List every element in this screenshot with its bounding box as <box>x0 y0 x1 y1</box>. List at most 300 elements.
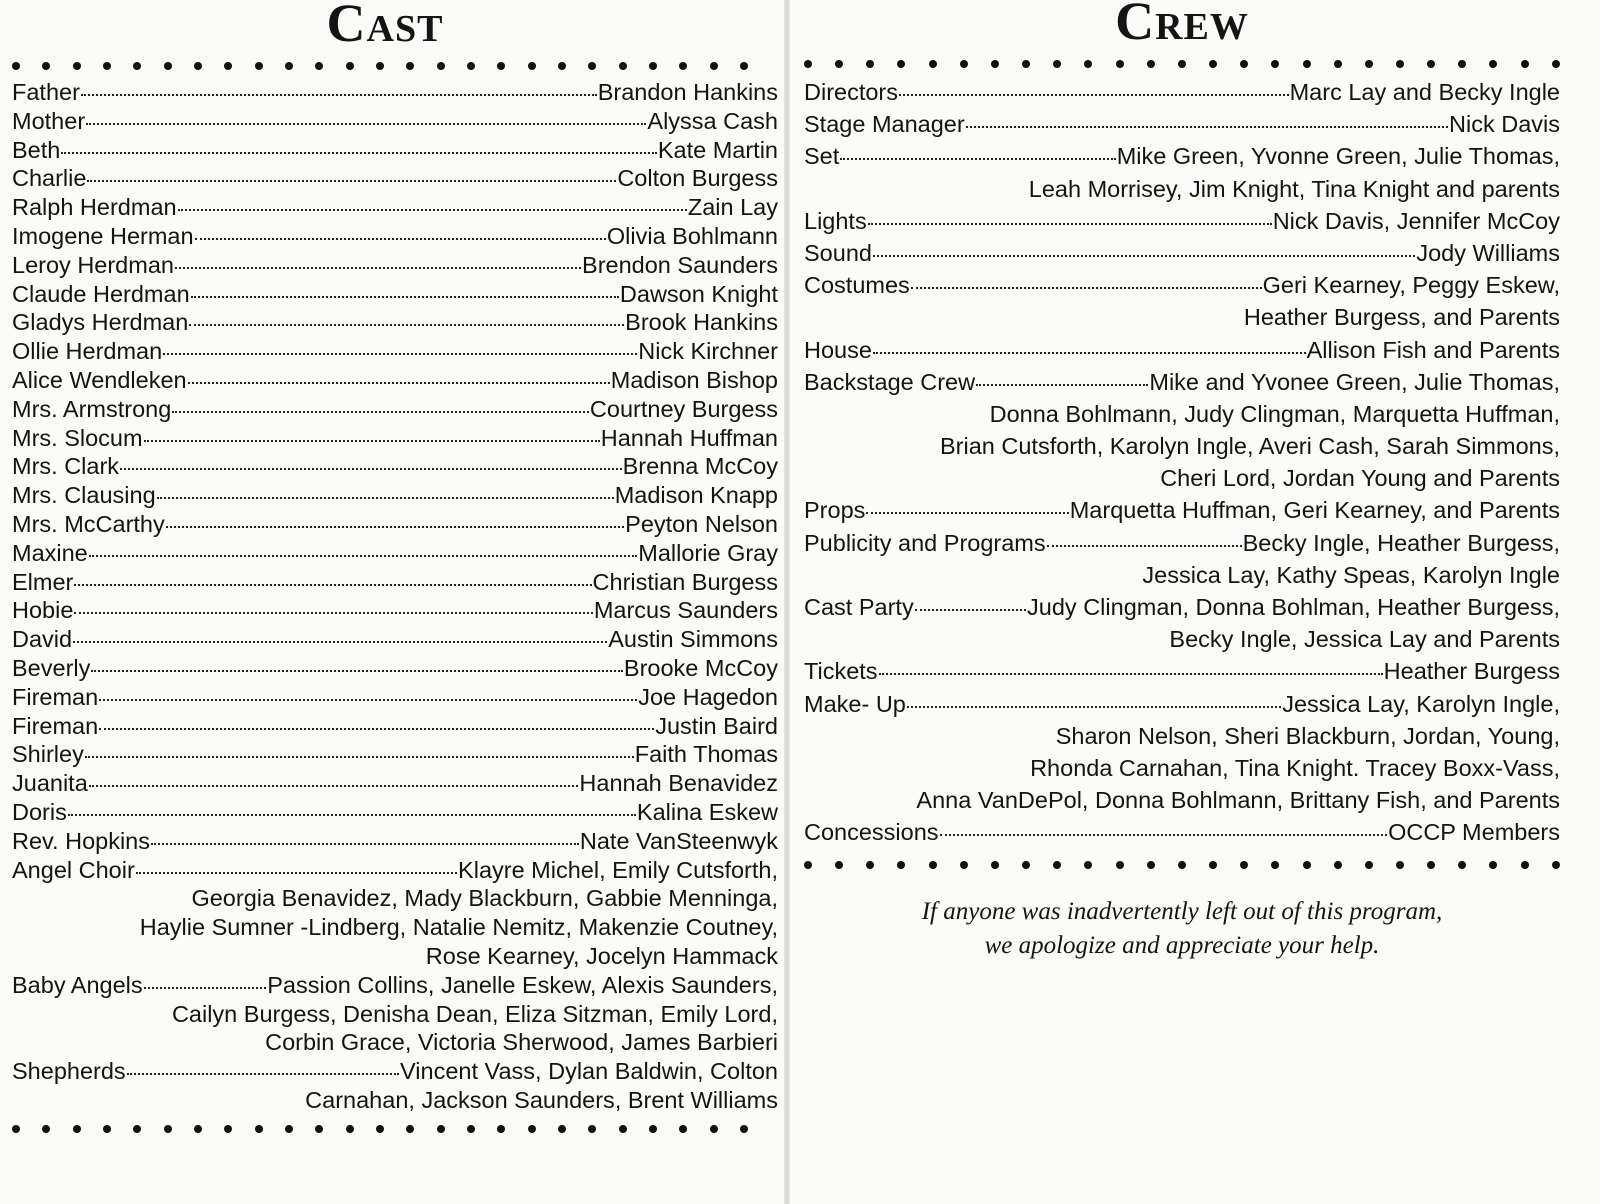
divider-dot <box>1209 861 1217 869</box>
role-label: Shirley <box>12 741 84 768</box>
dot-leader <box>172 410 589 413</box>
divider-dot <box>42 62 50 70</box>
role-label: Mrs. Armstrong <box>12 395 172 422</box>
names-continuation: Jessica Lay, Kathy Speas, Karolyn Ingle <box>1142 561 1560 588</box>
dot-leader <box>120 467 622 470</box>
cast-heading: Cast <box>326 0 444 53</box>
divider-dot <box>497 1125 505 1133</box>
dot-leader <box>127 1072 399 1075</box>
role-label: Doris <box>12 798 67 825</box>
divider-dot <box>285 1125 293 1133</box>
dot-leader <box>136 871 457 874</box>
divider-dot <box>710 62 718 70</box>
divider-dot <box>346 62 354 70</box>
divider-dot <box>194 62 202 70</box>
names-text: Nick Kirchner <box>638 338 778 365</box>
dot-leader <box>175 266 581 269</box>
credit-line <box>804 591 1560 623</box>
dot-leader <box>91 669 623 672</box>
names-text: Madison Knapp <box>614 482 778 509</box>
divider-dot <box>1489 60 1497 68</box>
divider-dot <box>103 1125 111 1133</box>
credit-line <box>804 688 1560 720</box>
credit-entry <box>804 688 1560 817</box>
divider-dot <box>1084 60 1092 68</box>
names-continuation: Sharon Nelson, Sheri Blackburn, Jordan, Young, <box>1055 722 1560 749</box>
credit-entry <box>804 205 1560 237</box>
role-label: Tickets <box>804 658 878 685</box>
credit-line <box>804 816 1560 848</box>
divider-dot <box>1053 861 1061 869</box>
credit-line <box>12 654 778 683</box>
names-text: Brook Hankins <box>625 309 778 336</box>
credit-entry <box>12 164 778 193</box>
divider-dot <box>1240 861 1248 869</box>
divider-dot <box>73 1125 81 1133</box>
role-label: Fireman <box>12 683 99 710</box>
divider-dot <box>1303 861 1311 869</box>
divider-dot <box>1178 861 1186 869</box>
divider-dot <box>406 62 414 70</box>
divider-dot <box>929 60 937 68</box>
dot-leader <box>74 611 592 614</box>
credit-line <box>12 107 778 136</box>
divider-dot <box>437 62 445 70</box>
names-text: Brendon Saunders <box>582 251 778 278</box>
names-text: Faith Thomas <box>634 741 778 768</box>
names-text: OCCP Members <box>1388 819 1560 846</box>
names-text: Courtney Burgess <box>589 395 778 422</box>
dot-leader <box>940 833 1388 836</box>
credit-entry <box>804 334 1560 366</box>
credit-line <box>12 337 778 366</box>
divider-dot <box>42 1125 50 1133</box>
credit-line <box>12 740 778 769</box>
divider-dot <box>1334 861 1342 869</box>
credit-entry <box>12 481 778 510</box>
note-line: we apologize and appreciate your help. <box>984 931 1380 959</box>
credit-entry <box>12 712 778 741</box>
credit-entry <box>804 591 1560 655</box>
divider-dot <box>558 62 566 70</box>
dot-leader <box>976 383 1148 386</box>
names-text: Klayre Michel, Emily Cutsforth, <box>458 856 778 883</box>
role-label: Ralph Herdman <box>12 194 177 221</box>
divider-dot <box>467 1125 475 1133</box>
names-text: Jody Williams <box>1416 239 1560 266</box>
credit-line <box>804 237 1560 269</box>
divider-dot <box>103 62 111 70</box>
dot-leader <box>81 93 597 96</box>
divider-dot <box>1489 861 1497 869</box>
credit-line <box>12 481 778 510</box>
dot-leader <box>873 254 1415 257</box>
role-label: Mrs. Slocum <box>12 424 143 451</box>
credit-entry <box>12 510 778 539</box>
crew-list <box>804 76 1560 849</box>
credit-line <box>804 655 1560 687</box>
dot-leader <box>86 122 646 125</box>
divider-dot <box>1334 60 1342 68</box>
divider-dot <box>467 62 475 70</box>
credit-line <box>804 527 1560 559</box>
divider-dot <box>1303 60 1311 68</box>
role-label: Mrs. McCarthy <box>12 510 165 537</box>
names-text: Dawson Knight <box>619 280 778 307</box>
dot-leader <box>68 813 636 816</box>
names-text: Hannah Huffman <box>600 424 778 451</box>
divider-dot <box>1427 861 1435 869</box>
dot-leader <box>907 705 1281 708</box>
names-text: Brandon Hankins <box>597 79 778 105</box>
names-text: Kalina Eskew <box>636 798 778 825</box>
dot-leader <box>899 93 1289 96</box>
role-label: Baby Angels <box>12 971 143 998</box>
dot-leader <box>89 554 638 557</box>
credit-entry <box>804 76 1560 108</box>
divider-dot <box>1396 861 1404 869</box>
credit-entry <box>12 222 778 251</box>
names-text: Allison Fish and Parents <box>1306 336 1560 363</box>
dot-leader <box>89 784 579 787</box>
divider-dot <box>679 62 687 70</box>
dot-leader <box>191 295 619 298</box>
names-text: Marc Lay and Becky Ingle <box>1289 79 1560 105</box>
dot-leader <box>163 352 637 355</box>
names-text: Nate VanSteenwyk <box>579 827 778 854</box>
divider-dot <box>1521 861 1529 869</box>
divider-dot <box>12 62 20 70</box>
divider-dot <box>835 60 843 68</box>
credit-line <box>804 76 1560 108</box>
names-continuation: Leah Morrisey, Jim Knight, Tina Knight and parents <box>1028 175 1560 202</box>
credit-entry <box>12 856 778 971</box>
credit-line <box>804 494 1560 526</box>
role-label: Maxine <box>12 539 88 566</box>
dot-leader <box>195 237 606 240</box>
cast-list <box>12 78 778 1115</box>
credit-entry <box>12 424 778 453</box>
dot-leader <box>966 125 1448 128</box>
role-label: Directors <box>804 79 899 105</box>
role-label: Gladys Herdman <box>12 309 189 336</box>
divider-dot <box>1022 861 1030 869</box>
dot-leader <box>189 323 624 326</box>
dot-leader <box>868 222 1272 225</box>
credit-line <box>12 769 778 798</box>
role-label: Ollie Herdman <box>12 338 163 365</box>
names-continuation: Donna Bohlmann, Judy Clingman, Marquetta Huffman, <box>989 400 1560 427</box>
names-text: Joe Hagedon <box>638 683 778 710</box>
divider-dot <box>1427 60 1435 68</box>
divider-dot <box>1365 861 1373 869</box>
divider-dot <box>1147 60 1155 68</box>
credit-entry <box>12 280 778 309</box>
role-label: Elmer <box>12 568 74 595</box>
credit-line <box>804 366 1560 398</box>
credit-line <box>12 1057 778 1086</box>
credit-line <box>12 798 778 827</box>
names-text: Geri Kearney, Peggy Eskew, <box>1262 272 1560 299</box>
dot-leader <box>144 986 267 989</box>
names-continuation: Corbin Grace, Victoria Sherwood, James Barbieri <box>265 1029 778 1056</box>
credit-entry <box>804 108 1560 140</box>
credit-line <box>12 712 778 741</box>
dot-leader <box>151 842 579 845</box>
names-text: Alyssa Cash <box>647 107 778 134</box>
role-label: Beth <box>12 136 61 163</box>
credit-entry <box>12 971 778 1057</box>
dot-leader <box>61 151 656 154</box>
dot-leader <box>866 511 1068 514</box>
dot-leader <box>915 608 1026 611</box>
role-label: Make- Up <box>804 690 906 717</box>
role-label: Juanita <box>12 770 88 797</box>
credit-entry <box>12 193 778 222</box>
dot-leader <box>873 351 1306 354</box>
role-label: Angel Choir <box>12 856 135 883</box>
names-text: Kate Martin <box>657 136 778 163</box>
credit-entry <box>12 568 778 597</box>
names-text: Justin Baird <box>655 712 778 739</box>
divider-dot <box>588 62 596 70</box>
crew-page <box>790 0 1600 1204</box>
names-continuation: Anna VanDePol, Donna Bohlmann, Brittany Fish, and Parents <box>916 787 1560 814</box>
divider-dot <box>285 62 293 70</box>
role-label: Mother <box>12 107 86 134</box>
divider-dot <box>866 861 874 869</box>
divider-dot <box>897 861 905 869</box>
names-continuation: Cheri Lord, Jordan Young and Parents <box>1160 465 1560 492</box>
divider-dot <box>1053 60 1061 68</box>
divider-dot <box>866 60 874 68</box>
role-label: Father <box>12 79 80 105</box>
divider-dot <box>1116 861 1124 869</box>
role-label: House <box>804 336 872 363</box>
dot-leader <box>99 698 637 701</box>
divider-dot <box>73 62 81 70</box>
credit-entry <box>12 366 778 395</box>
divider-dot <box>740 1125 748 1133</box>
divider-dot <box>1178 60 1186 68</box>
credit-line <box>12 395 778 424</box>
role-label: Cast Party <box>804 594 914 620</box>
credit-line <box>12 827 778 856</box>
divider-dot <box>619 62 627 70</box>
divider-dot <box>1365 60 1373 68</box>
role-label: Lights <box>804 207 867 234</box>
credit-entry <box>12 337 778 366</box>
credit-entry <box>12 596 778 625</box>
credit-entry <box>12 251 778 280</box>
dot-divider-top <box>804 52 1560 76</box>
divider-dot <box>315 62 323 70</box>
role-label: Leroy Herdman <box>12 251 174 278</box>
dot-leader <box>879 672 1383 675</box>
divider-dot <box>804 861 812 869</box>
divider-dot <box>1396 60 1404 68</box>
credit-line <box>12 193 778 222</box>
role-label: Charlie <box>12 165 87 192</box>
credit-entry <box>12 740 778 769</box>
divider-dot <box>164 1125 172 1133</box>
names-text: Marcus Saunders <box>593 597 778 624</box>
divider-dot <box>376 1125 384 1133</box>
names-continuation: Brian Cutsforth, Karolyn Ingle, Averi Cash, Sarah Simmons, <box>940 433 1560 460</box>
divider-dot <box>194 1125 202 1133</box>
credit-line <box>12 510 778 539</box>
names-text: Christian Burgess <box>592 568 778 595</box>
names-text: Mike Green, Yvonne Green, Julie Thomas, <box>1116 143 1560 170</box>
role-label: Concessions <box>804 819 939 846</box>
credit-line <box>12 164 778 193</box>
note-line: If anyone was inadvertently left out of this program, <box>921 897 1443 925</box>
divider-dot <box>12 1125 20 1133</box>
divider-dot <box>1458 861 1466 869</box>
credit-line <box>12 568 778 597</box>
divider-dot <box>1209 60 1217 68</box>
divider-dot <box>960 60 968 68</box>
role-label: Mrs. Clark <box>12 453 120 480</box>
names-text: Madison Bishop <box>610 366 778 393</box>
credit-entry <box>804 816 1560 848</box>
credit-entry <box>12 1057 778 1115</box>
divider-dot <box>991 861 999 869</box>
credit-line <box>12 539 778 568</box>
role-label: Props <box>804 497 866 524</box>
divider-dot <box>1552 861 1560 869</box>
divider-dot <box>710 1125 718 1133</box>
credit-line <box>804 269 1560 301</box>
credit-entry <box>12 769 778 798</box>
names-text: Olivia Bohlmann <box>606 222 778 249</box>
role-label: Stage Manager <box>804 111 965 138</box>
names-continuation: Cailyn Burgess, Denisha Dean, Eliza Sitzman, Emily Lord, <box>171 1000 778 1027</box>
credit-line <box>804 140 1560 172</box>
credit-line <box>12 251 778 280</box>
role-label: Beverly <box>12 654 91 681</box>
names-text: Becky Ingle, Heather Burgess, <box>1242 529 1560 556</box>
names-text: Brooke McCoy <box>623 654 778 681</box>
credit-line <box>12 971 778 1000</box>
divider-dot <box>437 1125 445 1133</box>
credit-line <box>12 596 778 625</box>
names-text: Passion Collins, Janelle Eskew, Alexis Saunders, <box>267 971 778 998</box>
names-text: Austin Simmons <box>608 626 778 653</box>
divider-dot <box>1458 60 1466 68</box>
credit-line <box>12 136 778 165</box>
divider-dot <box>255 62 263 70</box>
credit-line <box>12 280 778 309</box>
dot-leader <box>178 208 687 211</box>
divider-dot <box>897 60 905 68</box>
credit-line <box>12 452 778 481</box>
credit-entry <box>12 107 778 136</box>
credit-entry <box>12 683 778 712</box>
divider-dot <box>133 62 141 70</box>
divider-dot <box>649 62 657 70</box>
credit-entry <box>804 494 1560 526</box>
credit-line <box>12 856 778 885</box>
divider-dot <box>1084 861 1092 869</box>
dot-divider-top <box>12 54 748 78</box>
role-label: Imogene Herman <box>12 222 194 249</box>
dot-leader <box>166 525 624 528</box>
divider-dot <box>376 62 384 70</box>
credit-entry <box>12 827 778 856</box>
credit-entry <box>12 539 778 568</box>
credit-entry <box>12 308 778 337</box>
names-text: Hannah Benavidez <box>579 770 778 797</box>
role-label: Alice Wendleken <box>12 366 187 393</box>
credit-entry <box>12 78 778 107</box>
credit-line <box>12 78 778 107</box>
names-continuation: Heather Burgess, and Parents <box>1243 304 1560 331</box>
names-text: Colton Burgess <box>617 165 778 192</box>
names-text: Peyton Nelson <box>625 510 778 537</box>
divider-dot <box>960 861 968 869</box>
role-label: Fireman <box>12 712 99 739</box>
names-text: Zain Lay <box>687 194 778 221</box>
credit-line <box>12 366 778 395</box>
names-text: Jessica Lay, Karolyn Ingle, <box>1282 690 1560 717</box>
divider-dot <box>588 1125 596 1133</box>
credit-entry <box>12 452 778 481</box>
divider-dot <box>835 861 843 869</box>
credit-entry <box>12 654 778 683</box>
divider-dot <box>740 62 748 70</box>
cast-page <box>0 0 784 1204</box>
names-continuation: Becky Ingle, Jessica Lay and Parents <box>1169 626 1560 653</box>
dot-leader <box>157 496 614 499</box>
names-text: Mike and Yvonee Green, Julie Thomas, <box>1149 368 1560 395</box>
names-text: Marquetta Huffman, Geri Kearney, and Parents <box>1069 497 1560 524</box>
divider-dot <box>1240 60 1248 68</box>
divider-dot <box>224 62 232 70</box>
dot-leader <box>85 755 634 758</box>
divider-dot <box>1147 861 1155 869</box>
names-text: Nick Davis, Jennifer McCoy <box>1272 207 1560 234</box>
credit-entry <box>12 136 778 165</box>
divider-dot <box>679 1125 687 1133</box>
names-text: Brenna McCoy <box>622 453 778 480</box>
dot-leader <box>73 640 607 643</box>
credit-line <box>804 108 1560 140</box>
names-continuation: Haylie Sumner -Lindberg, Natalie Nemitz, Makenzie Coutney, <box>139 914 778 941</box>
divider-dot <box>528 1125 536 1133</box>
credit-line <box>12 683 778 712</box>
dot-leader <box>74 583 591 586</box>
divider-dot <box>346 1125 354 1133</box>
divider-dot <box>1022 60 1030 68</box>
role-label: Publicity and Programs <box>804 529 1046 556</box>
role-label: Sound <box>804 239 872 266</box>
credit-line <box>804 205 1560 237</box>
divider-dot <box>315 1125 323 1133</box>
credit-entry <box>804 269 1560 333</box>
role-label: Mrs. Clausing <box>12 482 156 509</box>
divider-dot <box>528 62 536 70</box>
dot-leader <box>99 727 654 730</box>
credit-entry <box>804 527 1560 591</box>
divider-dot <box>1271 60 1279 68</box>
role-label: Claude Herdman <box>12 280 190 307</box>
dot-leader <box>840 157 1115 160</box>
dot-leader <box>911 286 1262 289</box>
divider-dot <box>406 1125 414 1133</box>
role-label: Rev. Hopkins <box>12 827 151 854</box>
names-continuation: Rhonda Carnahan, Tina Knight. Tracey Boxx-Vass, <box>1030 754 1560 781</box>
